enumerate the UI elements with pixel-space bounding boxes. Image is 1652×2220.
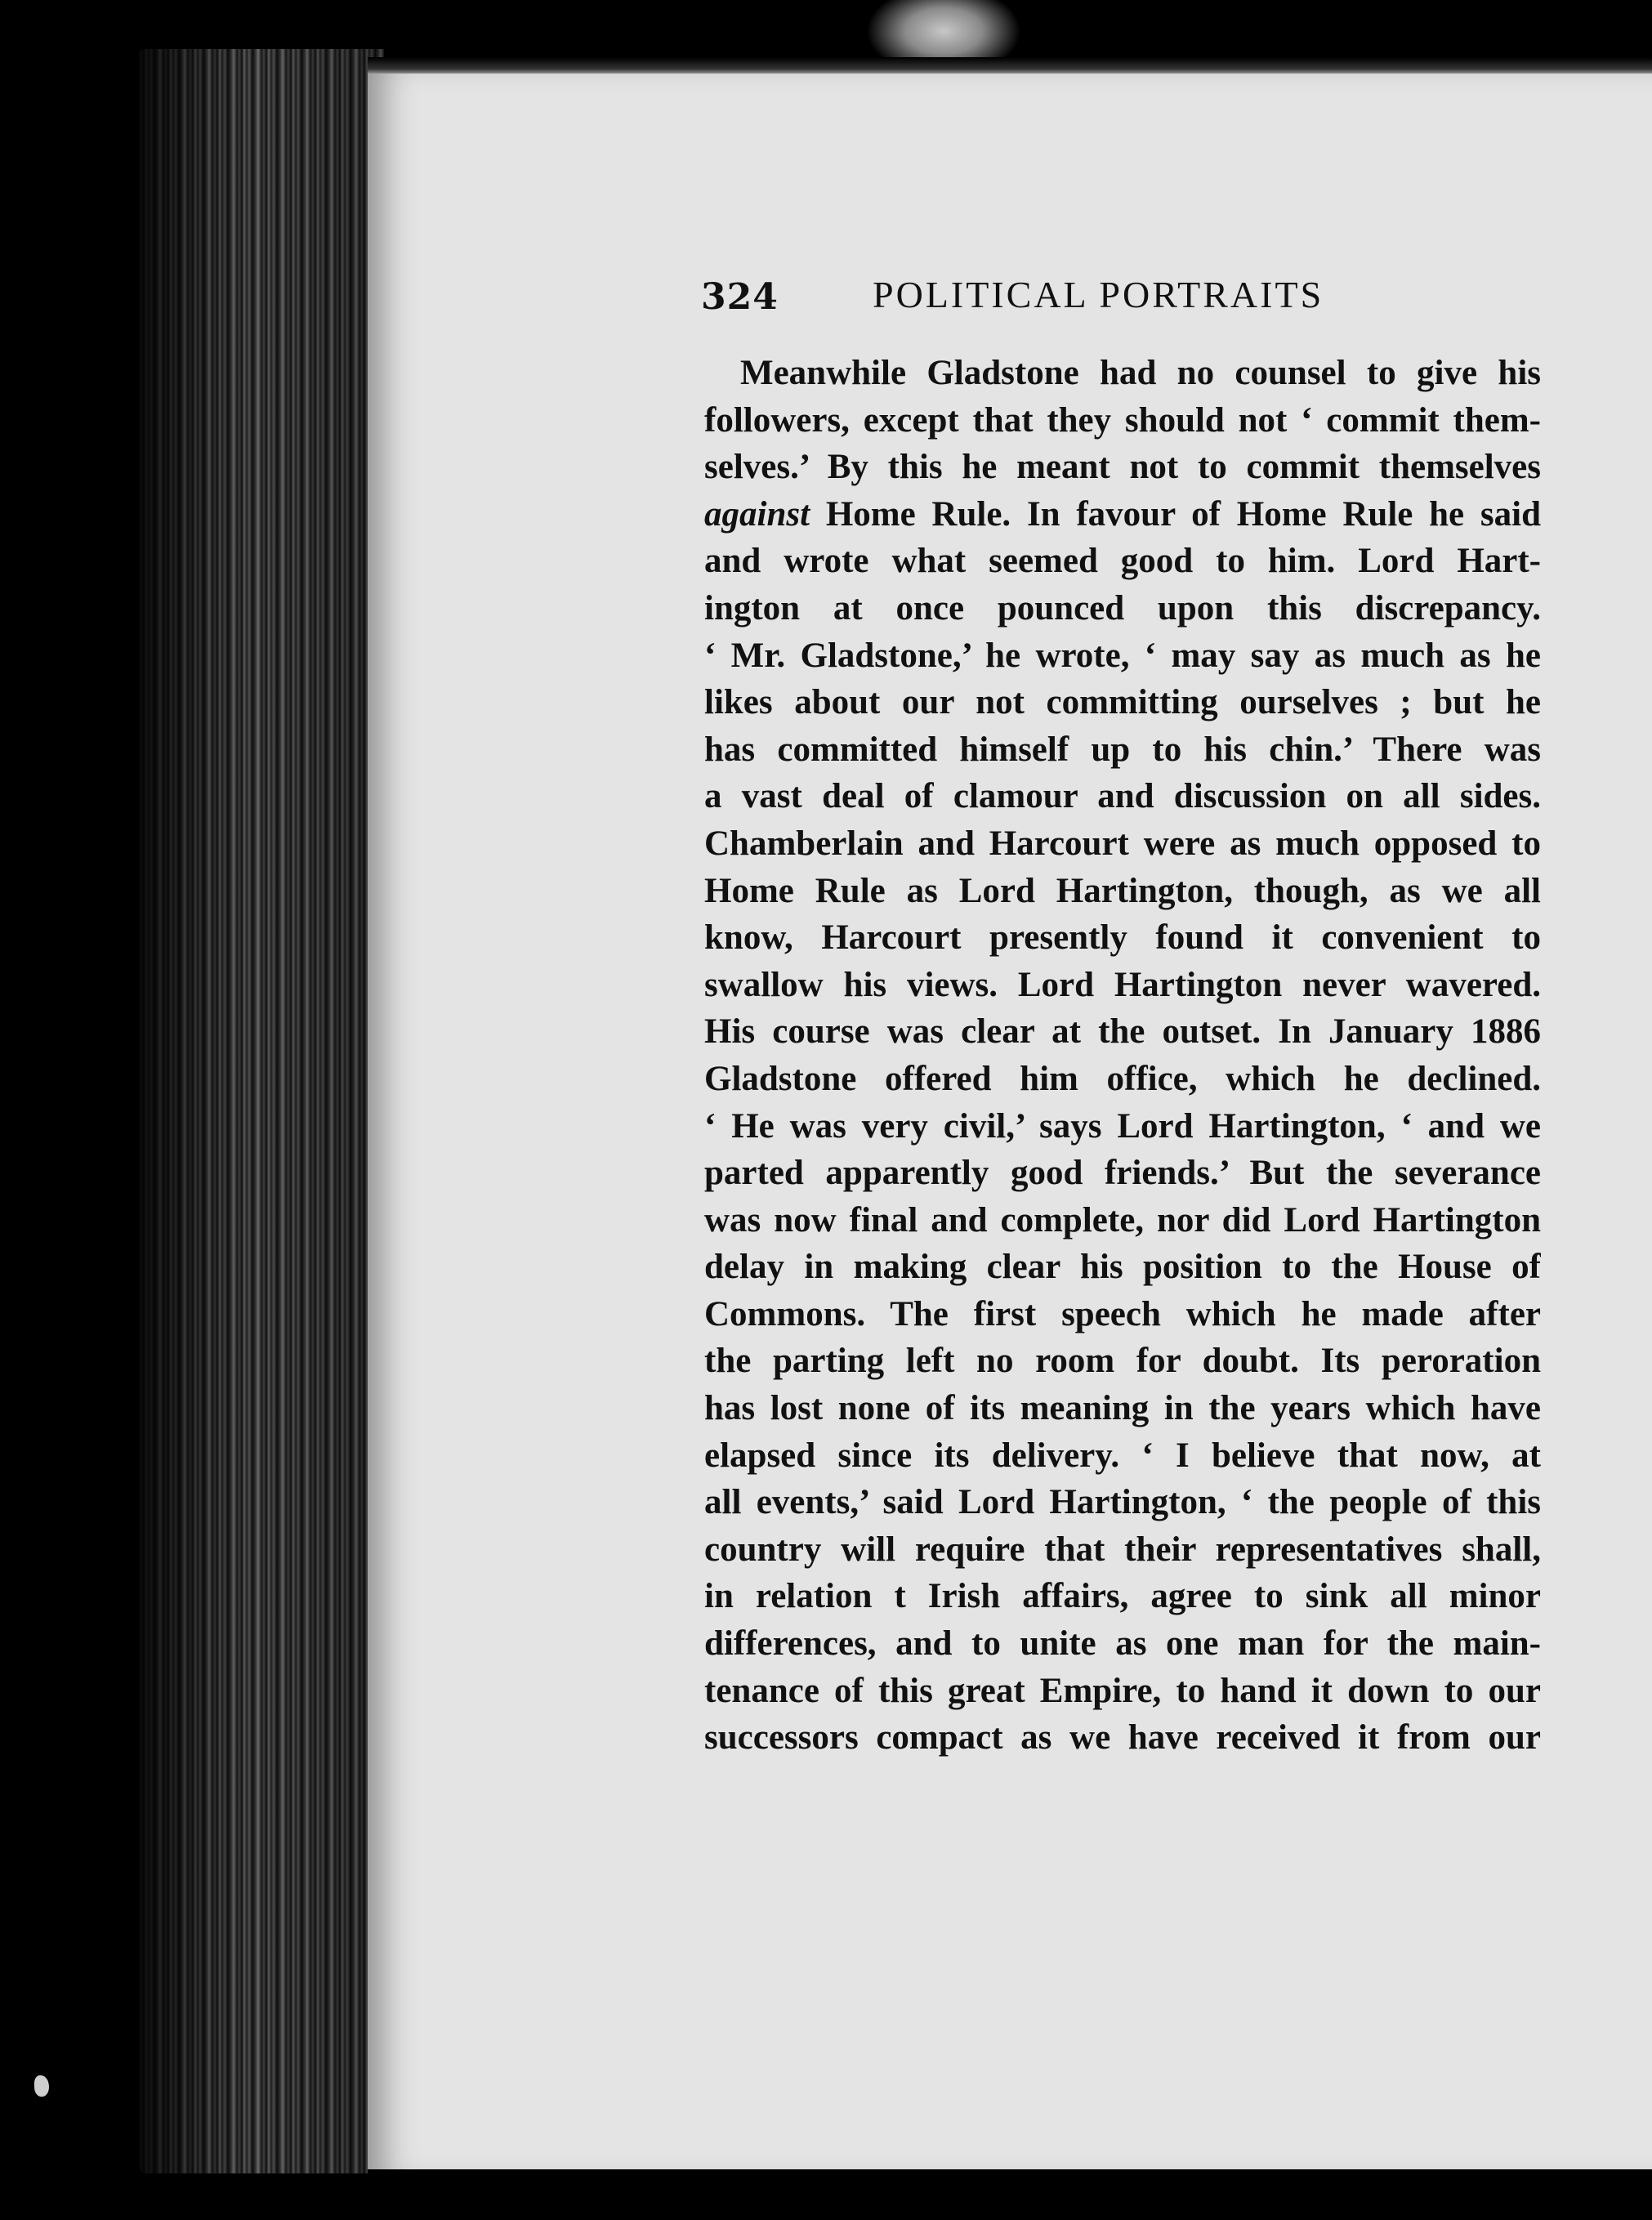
text-line: Commons. The first speech which he made after [704, 1294, 1541, 1333]
text-line: tenance of this great Empire, to hand it down to our [704, 1671, 1541, 1710]
italic-word: against [704, 494, 810, 534]
page-edges-shadow [139, 49, 384, 2173]
text-line: delay in making clear his position to the House of [704, 1248, 1541, 1287]
text-line: all events,’ said Lord Hartington, ‘ the people of this [704, 1483, 1541, 1522]
scan-speck [34, 2075, 49, 2097]
text-line: ‘ Mr. Gladstone,’ he wrote, ‘ may say as much as he [704, 636, 1541, 675]
text-line: know, Harcourt presently found it convenient to [704, 918, 1541, 958]
text-line: has committed himself up to his chin.’ There was [704, 730, 1541, 769]
text-line: the parting left no room for doubt. Its peroration [704, 1342, 1541, 1381]
text-line: Gladstone offered him office, which he declined. [704, 1059, 1541, 1098]
text-line: elapsed since its delivery. ‘ I believe that now, at [704, 1436, 1541, 1475]
text-line: selves.’ By this he meant not to commit themselves [704, 448, 1541, 487]
page-number: 324 [701, 276, 779, 318]
text-line: has lost none of its meaning in the years which have [704, 1389, 1541, 1428]
text-line: successors compact as we have received it from our [704, 1718, 1541, 1758]
text-line [704, 491, 1541, 538]
text-line: Home Rule as Lord Hartington, though, as we all [704, 871, 1541, 910]
text-line: ington at once pounced upon this discrepancy. [704, 588, 1541, 628]
text-line: Meanwhile Gladstone had no counsel to give his [740, 354, 1541, 392]
text-line: His course was clear at the outset. In January 1886 [704, 1012, 1541, 1052]
running-head [701, 276, 1551, 333]
text-line: Chamberlain and Harcourt were as much opposed to [704, 824, 1541, 863]
text-line: parted apparently good friends.’ But the severance [704, 1154, 1541, 1193]
text-line: a vast deal of clamour and discussion on all sides. [704, 777, 1541, 816]
body-text [704, 350, 1541, 1762]
line-text: Home Rule. In favour of Home Rule he said [810, 494, 1541, 534]
text-line: likes about our not committing ourselves ; but he [704, 683, 1541, 722]
running-title: POLITICAL PORTRAITS [873, 274, 1324, 315]
text-line: was now final and complete, nor did Lord Hartington [704, 1200, 1541, 1240]
text-line: swallow his views. Lord Hartington never wavered. [704, 965, 1541, 1004]
text-line: followers, except that they should not ‘ commit them- [704, 400, 1541, 440]
text-line: in relation t Irish affairs, agree to sink all minor [704, 1577, 1541, 1616]
text-line: country will require that their representatives shall, [704, 1530, 1541, 1569]
text-line: and wrote what seemed good to him. Lord Hart- [704, 542, 1541, 581]
bottom-edge [368, 2169, 1652, 2220]
text-line: ‘ He was very civil,’ says Lord Hartington, ‘ and we [704, 1106, 1541, 1146]
text-line: differences, and to unite as one man for the main- [704, 1624, 1541, 1664]
